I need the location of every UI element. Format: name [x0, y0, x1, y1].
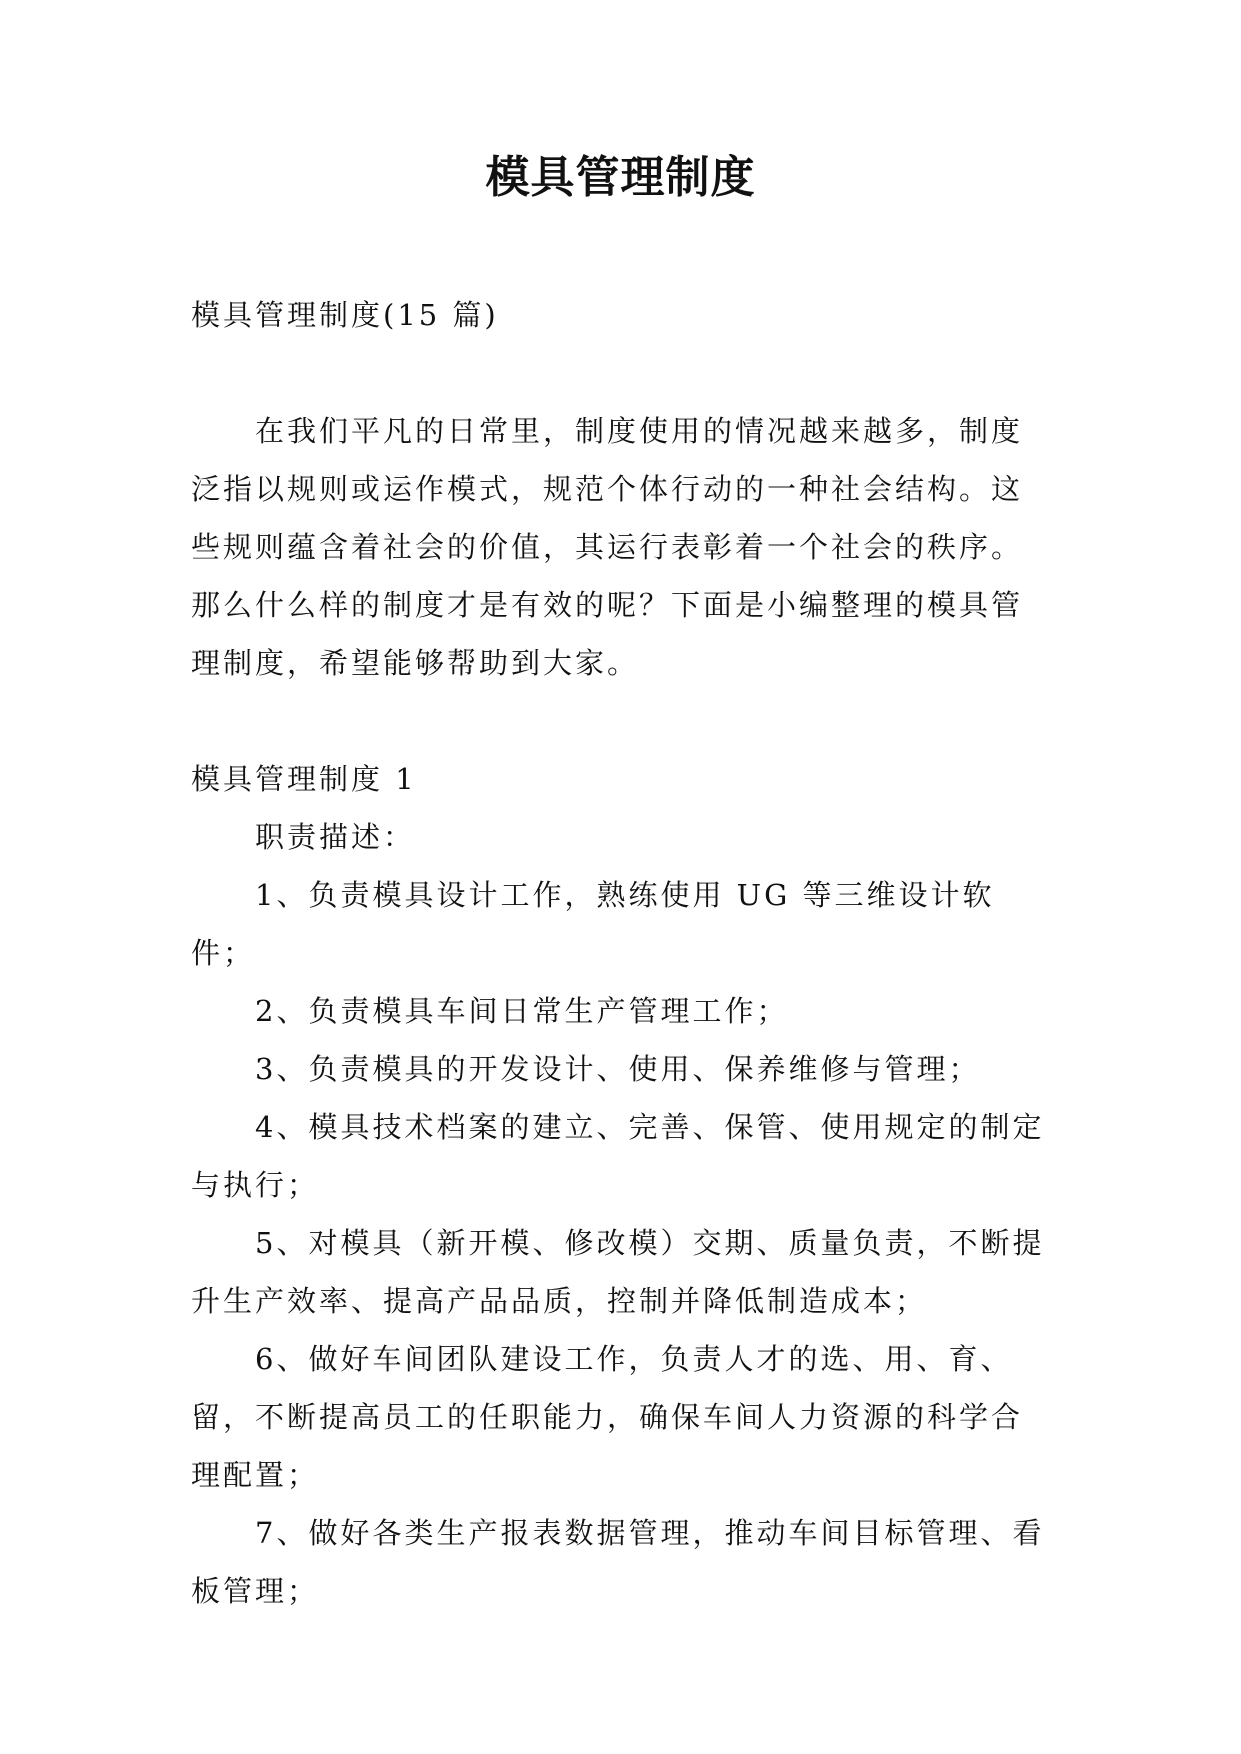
duty-item: 3、负责模具的开发设计、使用、保养维修与管理；: [255, 1052, 981, 1086]
duty-item: 4、模具技术档案的建立、完善、保管、使用规定的制定与执行；: [191, 1110, 1045, 1202]
duty-item: 5、对模具（新开模、修改模）交期、质量负责，不断提升生产效率、提高产品品质，控制并降低制造成本；: [191, 1226, 1045, 1318]
duties-label: 职责描述：: [255, 820, 416, 854]
document-body: [191, 286, 1051, 1620]
document-subtitle: 模具管理制度(15 篇): [191, 298, 499, 332]
duty-item: 2、负责模具车间日常生产管理工作；: [255, 994, 789, 1028]
document-title: 模具管理制度: [485, 152, 756, 203]
intro-paragraph: 在我们平凡的日常里，制度使用的情况越来越多，制度泛指以规则或运作模式，规范个体行动的一种社会结构。这些规则蕴含着社会的价值，其运行表彰着一个社会的秩序。那么什么样的制度才是有效的呢？下面是小编整理的模具管理制度，希望能够帮助到大家。: [191, 414, 1024, 680]
section-heading: 模具管理制度 1: [191, 762, 417, 796]
duty-item: 1、负责模具设计工作，熟练使用 UG 等三维设计软件；: [191, 878, 995, 970]
duty-item: 6、做好车间团队建设工作，负责人才的选、用、育、留，不断提高员工的任职能力，确保车间人力资源的科学合理配置；: [191, 1342, 1024, 1492]
duty-item: 7、做好各类生产报表数据管理，推动车间目标管理、看板管理；: [191, 1516, 1045, 1608]
